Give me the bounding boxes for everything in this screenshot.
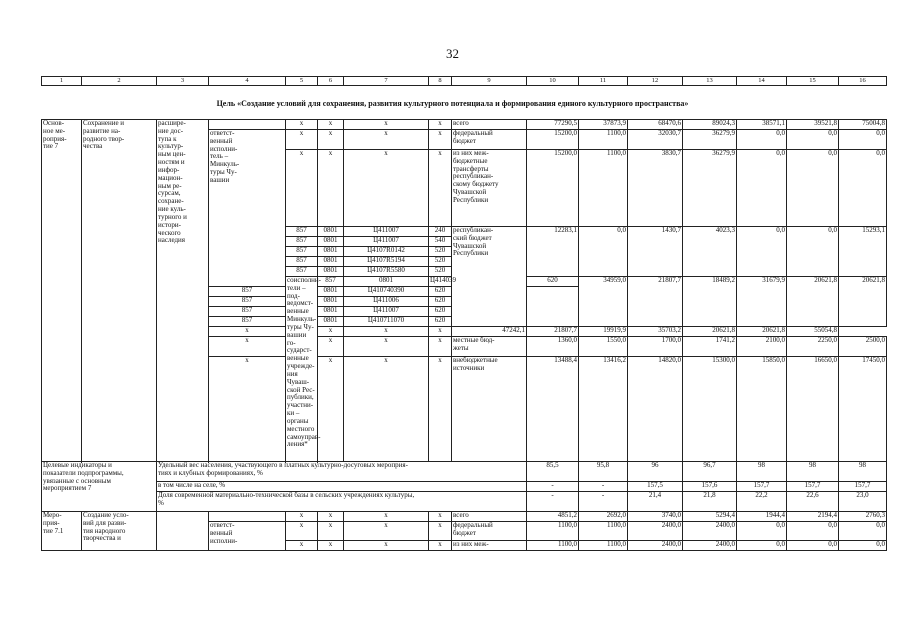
code-cell: х [429,150,452,227]
value-cell: 77290,5 [527,120,579,130]
column-number: 15 [787,77,839,86]
code-cell: 0801 [318,307,344,317]
value-cell: 157,6 [683,482,737,492]
code-cell: Ц410740390 [344,287,429,297]
code-cell: 0801 [318,257,344,267]
code-cell: 857 [209,307,286,317]
indicators-label: Целевые индикаторы и показатели подпрограммы, увязанные с основным мероприятием 7 [42,462,157,512]
column-number: 16 [839,77,887,86]
value-cell: 2194,4 [787,512,839,522]
code-cell: х [429,130,452,150]
value-cell: 157,5 [628,482,683,492]
value-cell: 2400,0 [683,522,737,541]
funding-source: всего [452,512,527,522]
column-number: 2 [82,77,157,86]
value-cell: 157,7 [839,482,887,492]
value-cell: 98 [839,462,887,482]
code-cell: 520 [429,267,452,277]
value-cell: - [579,482,628,492]
value-cell: 0,0 [787,541,839,551]
code-cell: х [344,541,429,551]
code-cell: 857 [209,287,286,297]
value-cell: 36279,9 [683,150,737,227]
code-cell: х [318,512,344,522]
value-cell: 96,7 [683,462,737,482]
value-cell: 0,0 [737,227,787,277]
code-cell: х [429,512,452,522]
value-cell: 5294,4 [683,512,737,522]
code-cell: х [318,150,344,227]
value-cell: 21,4 [628,492,683,512]
value-cell: 21807,7 [628,277,683,327]
value-cell: 0,0 [737,522,787,541]
column-number: 5 [286,77,318,86]
measure-7-1-title: Создание усло- вий для разви- тия народного творчества и [82,512,157,551]
value-cell: 98 [787,462,839,482]
code-cell: х [344,150,429,227]
empty-cell [209,120,286,130]
value-cell: 1100,0 [579,150,628,227]
code-cell: 0801 [318,227,344,237]
code-cell: 857 [318,277,344,287]
value-cell: 0,0 [787,522,839,541]
value-cell: 85,5 [527,462,579,482]
value-cell: 47242,1 [452,327,527,337]
column-number: 8 [429,77,452,86]
measure-7-title: Сохранение и развитие на- родного твор- чества [82,120,157,462]
value-cell: 0,0 [839,150,887,227]
code-cell: х [344,327,429,337]
empty-cell [157,512,209,551]
value-cell: 16650,0 [787,357,839,462]
column-number: 6 [318,77,344,86]
code-cell: 620 [429,317,452,327]
value-cell: 0,0 [579,227,628,277]
column-number: 7 [344,77,429,86]
value-cell: 0,0 [839,522,887,541]
value-cell: 2760,3 [839,512,887,522]
indicator-text: Удельный вес населения, участвующего в платных культурно-досуговых мероприя- тиях и клубных формированиях, % [157,462,527,482]
funding-source: из них меж- бюджетные трансферты республикан- скому бюджету Чувашской Республики [452,150,527,227]
code-cell: Ц410711070 [344,317,429,327]
code-cell: х [286,541,318,551]
code-cell: х [318,357,344,462]
value-cell: 3740,0 [628,512,683,522]
funding-source: всего [452,120,527,130]
responsible-executor: ответст- венный исполни- [209,522,286,551]
value-cell: 39521,8 [787,120,839,130]
value-cell: 157,7 [787,482,839,492]
value-cell: 0,0 [787,150,839,227]
value-cell: 15200,0 [527,150,579,227]
code-cell: х [344,522,429,541]
code-cell: 240 [429,227,452,237]
code-cell: 857 [286,267,318,277]
code-cell: х [209,357,286,462]
value-cell: 4851,2 [527,512,579,522]
value-cell: 95,8 [579,462,628,482]
value-cell: 1100,0 [527,522,579,541]
code-cell: 857 [286,257,318,267]
value-cell: 3830,7 [628,150,683,227]
code-cell: 0801 [318,237,344,247]
empty-cell [209,512,286,522]
value-cell: 2250,0 [787,337,839,357]
funding-source: внебюджетные источники [452,357,527,462]
code-cell: х [318,337,344,357]
value-cell: 0,0 [787,130,839,150]
column-number: 9 [452,77,527,86]
code-cell: х [344,120,429,130]
indicator-text: Доля современной материально-технической базы в сельских учреждениях культуры, % [157,492,527,512]
column-number: 4 [209,77,286,86]
value-cell: 32030,7 [628,130,683,150]
code-cell: 0801 [318,297,344,307]
value-cell: 38571,1 [737,120,787,130]
page-number: 32 [446,46,459,61]
value-cell: 2400,0 [683,541,737,551]
code-cell: 620 [429,287,452,297]
code-cell: Ц411007 [344,227,429,237]
code-cell: х [318,541,344,551]
code-cell: х [429,357,452,462]
value-cell: 2400,0 [628,541,683,551]
value-cell: 1100,0 [579,130,628,150]
code-cell: 857 [209,317,286,327]
value-cell: - [527,492,579,512]
value-cell: 1100,0 [579,522,628,541]
code-cell: Ц411006 [344,297,429,307]
value-cell: 13488,4 [527,357,579,462]
value-cell: 1360,0 [527,337,579,357]
code-cell: 857 [209,297,286,307]
goal-heading: Цель «Создание условий для сохранения, развития культурного потенциала и формирования единого культурного пространства» [216,99,689,108]
value-cell: 0,0 [737,150,787,227]
value-cell: 20621,8 [737,327,787,337]
value-cell: 20621,8 [787,277,839,327]
column-number: 3 [157,77,209,86]
value-cell: 68470,6 [628,120,683,130]
value-cell: 23,0 [839,492,887,512]
value-cell: 19919,9 [579,327,628,337]
indicator-row [42,482,887,492]
value-cell: 35703,2 [628,327,683,337]
value-cell: 55054,8 [787,327,839,337]
funding-source: местные бюд- жеты [452,337,527,357]
indicator-row [42,492,887,512]
value-cell: 22,2 [737,492,787,512]
code-cell: Ц411007 [344,307,429,317]
value-cell: 21,8 [683,492,737,512]
column-number: 10 [527,77,579,86]
value-cell: 36279,9 [683,130,737,150]
value-cell: 89024,3 [683,120,737,130]
column-number-header [41,76,887,86]
column-number-row [42,77,887,86]
code-cell: Ц4107R5580 [344,267,429,277]
value-cell: 96 [628,462,683,482]
code-cell: Ц414039 [429,277,452,287]
code-cell: х [344,130,429,150]
value-cell: 15850,0 [737,357,787,462]
column-number: 11 [579,77,628,86]
code-cell: 0801 [318,267,344,277]
value-cell: 37873,9 [579,120,628,130]
value-cell: 18489,2 [683,277,737,327]
code-cell: 0801 [344,277,429,287]
value-cell: 2100,0 [737,337,787,357]
code-cell: х [318,327,344,337]
co-executors: соисполни- тели – под- ведомст- венные Минкуль- туры Чу- вашии го- сударст- венные учрежде- ния Чуваш- ской Рес- публики, участни- ки – органы местного самоуправ- ления* [286,277,318,462]
value-cell: 1430,7 [628,227,683,277]
value-cell: - [527,482,579,492]
funding-table [41,119,887,551]
value-cell: 1944,4 [737,512,787,522]
code-cell: х [286,512,318,522]
code-cell: х [429,337,452,357]
code-cell: Ц411007 [344,237,429,247]
value-cell: 0,0 [787,227,839,277]
code-cell: х [286,130,318,150]
value-cell: 75004,8 [839,120,887,130]
column-number: 1 [42,77,82,86]
code-cell: 857 [286,227,318,237]
value-cell: 2500,0 [839,337,887,357]
code-cell: 0801 [318,317,344,327]
code-cell: х [344,337,429,357]
value-cell: 2400,0 [628,522,683,541]
measure-7-task: расшире- ние дос- тупа к культур- ным цен- ностям и инфор- мацион- ным ре- сурсам, сохране- ние куль- турного и истори- ческого наследия [157,120,209,462]
code-cell: Ц4107R0142 [344,247,429,257]
value-cell: 34959,0 [579,277,628,327]
value-cell: 17450,0 [839,357,887,462]
code-cell: х [429,120,452,130]
value-cell: 1700,0 [628,337,683,357]
code-cell: х [286,120,318,130]
code-cell: х [286,150,318,227]
value-cell: - [579,492,628,512]
code-cell: 540 [429,237,452,247]
value-cell: 1100,0 [527,541,579,551]
code-cell: 520 [429,247,452,257]
code-cell: 0801 [318,287,344,297]
responsible-executor: ответст- венный исполни- тель – Минкуль- туры Чу- вашии [209,130,286,287]
value-cell: 22,6 [787,492,839,512]
code-cell: х [429,327,452,337]
code-cell: х [429,522,452,541]
table-row [42,512,887,522]
funding-source: федеральный бюджет [452,522,527,541]
code-cell: 857 [286,247,318,257]
value-cell: 12283,1 [527,227,579,277]
value-cell: 0,0 [737,541,787,551]
code-cell: х [318,130,344,150]
measure-7-1-code: Меро- прия- тие 7.1 [42,512,82,551]
funding-source: федеральный бюджет [452,130,527,150]
value-cell: 4023,3 [683,227,737,277]
value-cell: 15293,1 [839,227,887,277]
value-cell: 0,0 [737,130,787,150]
measure-7-code: Основ- ное ме- роприя- тие 7 [42,120,82,462]
value-cell: 157,7 [737,482,787,492]
code-cell: 620 [429,297,452,307]
value-cell: 2692,0 [579,512,628,522]
funding-source: из них меж- [452,541,527,551]
value-cell: 20621,8 [683,327,737,337]
code-cell: х [209,327,286,337]
value-cell: 20621,8 [839,277,887,327]
code-cell: х [344,512,429,522]
code-cell: х [318,522,344,541]
value-cell: 98 [737,462,787,482]
code-cell: х [318,120,344,130]
code-cell: 620 [527,277,579,287]
value-cell: 15200,0 [527,130,579,150]
value-cell: 1741,2 [683,337,737,357]
code-cell: х [286,522,318,541]
value-cell: 31679,9 [737,277,787,327]
value-cell: 1100,0 [579,541,628,551]
value-cell: 1550,0 [579,337,628,357]
column-number: 14 [737,77,787,86]
code-cell: 520 [429,257,452,267]
column-number: 13 [683,77,737,86]
indicator-row [42,462,887,482]
code-cell: х [429,541,452,551]
value-cell: 0,0 [839,541,887,551]
funding-source: республикан- ский бюджет Чувашской Республики [452,227,527,327]
column-number: 12 [628,77,683,86]
code-cell: 857 [286,237,318,247]
indicator-text: в том числе на селе, % [157,482,527,492]
value-cell: 14820,0 [628,357,683,462]
code-cell: х [209,337,286,357]
code-cell: 0801 [318,247,344,257]
value-cell: 13416,2 [579,357,628,462]
code-cell: х [344,357,429,462]
value-cell: 21807,7 [527,327,579,337]
code-cell: Ц4107R5194 [344,257,429,267]
value-cell: 0,0 [839,130,887,150]
value-cell: 15300,0 [683,357,737,462]
code-cell: 620 [429,307,452,317]
table-row [42,120,887,130]
